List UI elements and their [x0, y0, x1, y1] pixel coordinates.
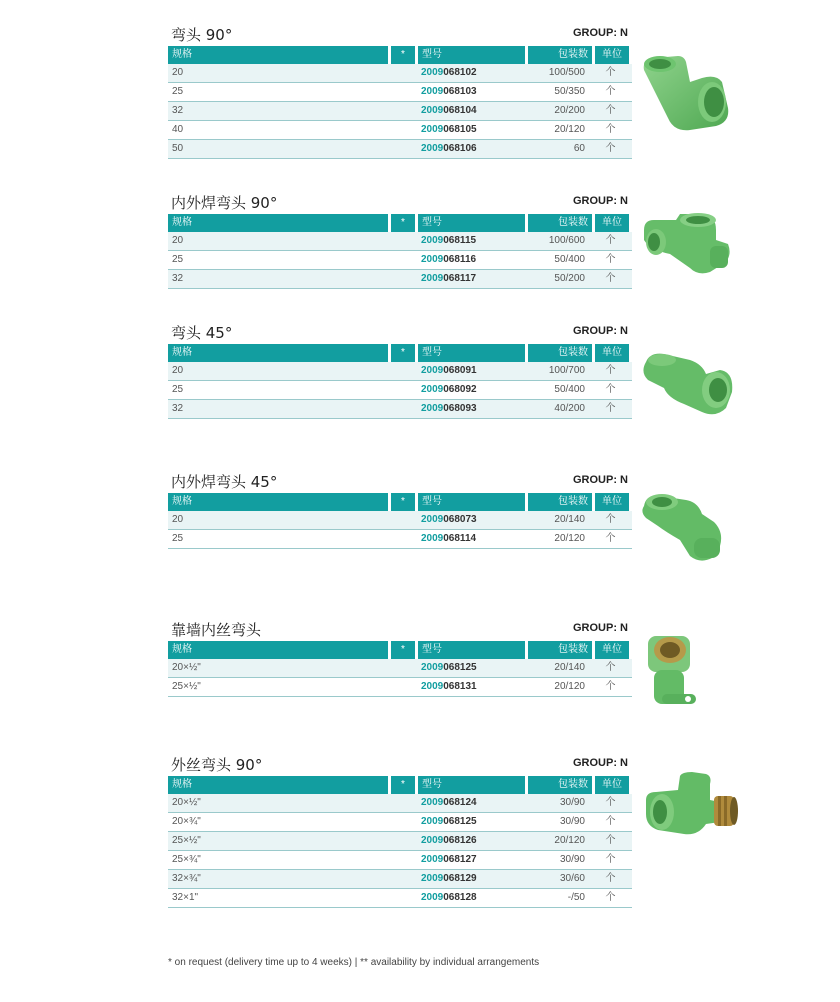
table-body	[168, 659, 632, 697]
cell-model	[415, 121, 525, 139]
model-prefix: 2009	[421, 854, 444, 865]
table-body	[168, 794, 632, 908]
cell-spec: 20	[172, 67, 184, 78]
model-suffix: 068131	[443, 681, 477, 692]
elbow-90-fitting-icon	[638, 52, 734, 134]
cell-unit: 个	[605, 403, 616, 414]
section-header	[168, 619, 632, 641]
section-elbow-90	[168, 24, 632, 159]
model-suffix: 068129	[443, 873, 477, 884]
model-prefix: 2009	[421, 143, 444, 154]
header-star: *	[391, 776, 415, 794]
group-label: GROUP: N	[573, 27, 628, 39]
cell-unit: 个	[605, 67, 616, 78]
header-model: 型号	[418, 641, 525, 659]
table-row	[168, 832, 632, 851]
model-prefix: 2009	[421, 86, 444, 97]
model-prefix: 2009	[421, 662, 444, 673]
model-suffix: 068093	[443, 403, 477, 414]
cell-pack: 60	[573, 143, 585, 154]
table-row	[168, 794, 632, 813]
model-suffix: 068103	[443, 86, 477, 97]
cell-spec: 25	[172, 86, 184, 97]
section-title: 弯头 90°	[171, 26, 233, 44]
table-row	[168, 889, 632, 908]
model-suffix: 068117	[443, 273, 477, 284]
cell-model	[415, 813, 525, 831]
cell-spec: 20×½"	[172, 797, 201, 808]
cell-spec: 20	[172, 514, 184, 525]
elbow-45-fitting-icon	[640, 348, 736, 420]
header-spec: 规格	[168, 214, 388, 232]
section-male-thread-elbow-90	[168, 754, 632, 908]
section-wall-elbow	[168, 619, 632, 697]
header-pack: 包装数	[528, 344, 592, 362]
table-row	[168, 232, 632, 251]
cell-pack: 30/60	[559, 873, 585, 884]
model-prefix: 2009	[421, 797, 444, 808]
cell-pack: 20/120	[554, 681, 585, 692]
model-prefix: 2009	[421, 365, 444, 376]
model-prefix: 2009	[421, 403, 444, 414]
model-prefix: 2009	[421, 235, 444, 246]
table-header	[168, 344, 632, 362]
table-body	[168, 511, 632, 549]
cell-unit: 个	[605, 835, 616, 846]
table-row	[168, 381, 632, 400]
cell-unit: 个	[605, 273, 616, 284]
cell-spec: 20×¾"	[172, 816, 201, 827]
model-prefix: 2009	[421, 892, 444, 903]
table-header	[168, 776, 632, 794]
cell-pack: 50/350	[554, 86, 585, 97]
section-title: 内外焊弯头 45°	[171, 473, 278, 491]
cell-unit: 个	[605, 235, 616, 246]
model-prefix: 2009	[421, 681, 444, 692]
cell-spec: 25	[172, 533, 184, 544]
male-female-elbow-90-fitting-icon	[640, 210, 732, 278]
header-star: *	[391, 214, 415, 232]
model-suffix: 068106	[443, 143, 477, 154]
table-header	[168, 46, 632, 64]
table-row	[168, 140, 632, 159]
cell-pack: 20/120	[554, 533, 585, 544]
cell-unit: 个	[605, 384, 616, 395]
section-elbow-45	[168, 322, 632, 419]
table-row	[168, 64, 632, 83]
header-model: 型号	[418, 344, 525, 362]
cell-spec: 25×½"	[172, 835, 201, 846]
cell-spec: 25	[172, 384, 184, 395]
cell-unit: 个	[605, 816, 616, 827]
model-suffix: 068105	[443, 124, 477, 135]
cell-spec: 32×1"	[172, 892, 199, 903]
cell-unit: 个	[605, 681, 616, 692]
male-female-elbow-45-fitting-icon	[640, 488, 732, 564]
header-spec: 规格	[168, 46, 388, 64]
cell-spec: 20×½"	[172, 662, 201, 673]
model-prefix: 2009	[421, 254, 444, 265]
cell-pack: 40/200	[554, 403, 585, 414]
cell-model	[415, 270, 525, 288]
model-prefix: 2009	[421, 873, 444, 884]
header-star: *	[391, 641, 415, 659]
section-header	[168, 24, 632, 46]
cell-unit: 个	[605, 873, 616, 884]
cell-spec: 32×¾"	[172, 873, 201, 884]
cell-model	[415, 511, 525, 529]
cell-unit: 个	[605, 124, 616, 135]
section-header	[168, 192, 632, 214]
header-star: *	[391, 344, 415, 362]
model-suffix: 068092	[443, 384, 477, 395]
header-pack: 包装数	[528, 641, 592, 659]
cell-pack: 30/90	[559, 816, 585, 827]
section-title: 弯头 45°	[171, 324, 233, 342]
cell-pack: 30/90	[559, 797, 585, 808]
table-row	[168, 400, 632, 419]
header-model: 型号	[418, 776, 525, 794]
cell-spec: 25	[172, 254, 184, 265]
cell-pack: 50/400	[554, 384, 585, 395]
group-label: GROUP: N	[573, 325, 628, 337]
cell-pack: 20/120	[554, 835, 585, 846]
header-unit: 单位	[595, 344, 629, 362]
header-unit: 单位	[595, 214, 629, 232]
table-row	[168, 851, 632, 870]
cell-spec: 50	[172, 143, 184, 154]
cell-spec: 40	[172, 124, 184, 135]
section-header	[168, 322, 632, 344]
header-star: *	[391, 493, 415, 511]
table-body	[168, 64, 632, 159]
group-label: GROUP: N	[573, 195, 628, 207]
model-suffix: 068114	[443, 533, 477, 544]
cell-unit: 个	[605, 892, 616, 903]
cell-spec: 32	[172, 273, 184, 284]
model-suffix: 068126	[443, 835, 477, 846]
header-pack: 包装数	[528, 776, 592, 794]
header-star: *	[391, 46, 415, 64]
section-title: 内外焊弯头 90°	[171, 194, 278, 212]
model-suffix: 068115	[443, 235, 477, 246]
cell-model	[415, 870, 525, 888]
header-pack: 包装数	[528, 493, 592, 511]
group-label: GROUP: N	[573, 474, 628, 486]
table-row	[168, 659, 632, 678]
cell-spec: 25×¾"	[172, 854, 201, 865]
section-header	[168, 754, 632, 776]
cell-unit: 个	[605, 365, 616, 376]
table-row	[168, 83, 632, 102]
cell-model	[415, 889, 525, 907]
header-model: 型号	[418, 46, 525, 64]
cell-model	[415, 251, 525, 269]
cell-model	[415, 362, 525, 380]
cell-unit: 个	[605, 514, 616, 525]
section-male-female-elbow-45	[168, 471, 632, 549]
section-male-female-elbow-90	[168, 192, 632, 289]
cell-model	[415, 659, 525, 677]
table-row	[168, 270, 632, 289]
section-title: 外丝弯头 90°	[171, 756, 263, 774]
model-prefix: 2009	[421, 273, 444, 284]
header-spec: 规格	[168, 641, 388, 659]
male-thread-elbow-90-fitting-icon	[640, 770, 740, 840]
table-row	[168, 121, 632, 140]
cell-model	[415, 232, 525, 250]
cell-spec: 25×½"	[172, 681, 201, 692]
cell-model	[415, 83, 525, 101]
table-header	[168, 641, 632, 659]
cell-model	[415, 102, 525, 120]
table-row	[168, 678, 632, 697]
model-prefix: 2009	[421, 533, 444, 544]
cell-model	[415, 832, 525, 850]
cell-pack: -/50	[567, 892, 585, 903]
cell-unit: 个	[605, 86, 616, 97]
cell-pack: 20/140	[554, 514, 585, 525]
group-label: GROUP: N	[573, 757, 628, 769]
header-unit: 单位	[595, 493, 629, 511]
model-prefix: 2009	[421, 105, 444, 116]
model-suffix: 068127	[443, 854, 477, 865]
model-suffix: 068125	[443, 816, 477, 827]
table-header	[168, 493, 632, 511]
cell-pack: 20/140	[554, 662, 585, 673]
model-prefix: 2009	[421, 835, 444, 846]
header-unit: 单位	[595, 776, 629, 794]
header-unit: 单位	[595, 641, 629, 659]
cell-unit: 个	[605, 662, 616, 673]
table-row	[168, 530, 632, 549]
model-suffix: 068128	[443, 892, 477, 903]
cell-model	[415, 400, 525, 418]
cell-unit: 个	[605, 254, 616, 265]
model-suffix: 068116	[443, 254, 477, 265]
table-body	[168, 362, 632, 419]
model-suffix: 068091	[443, 365, 477, 376]
header-spec: 规格	[168, 776, 388, 794]
header-model: 型号	[418, 493, 525, 511]
cell-model	[415, 851, 525, 869]
table-row	[168, 362, 632, 381]
cell-pack: 100/500	[548, 67, 585, 78]
model-prefix: 2009	[421, 384, 444, 395]
cell-spec: 20	[172, 235, 184, 246]
cell-spec: 32	[172, 105, 184, 116]
table-row	[168, 813, 632, 832]
cell-unit: 个	[605, 797, 616, 808]
model-prefix: 2009	[421, 67, 444, 78]
cell-unit: 个	[605, 854, 616, 865]
section-header	[168, 471, 632, 493]
table-row	[168, 870, 632, 889]
cell-pack: 50/400	[554, 254, 585, 265]
header-pack: 包装数	[528, 46, 592, 64]
cell-pack: 20/120	[554, 124, 585, 135]
table-row	[168, 102, 632, 121]
model-suffix: 068104	[443, 105, 477, 116]
cell-pack: 100/600	[548, 235, 585, 246]
cell-pack: 20/200	[554, 105, 585, 116]
model-prefix: 2009	[421, 514, 444, 525]
cell-model	[415, 140, 525, 158]
cell-unit: 个	[605, 143, 616, 154]
cell-pack: 50/200	[554, 273, 585, 284]
model-prefix: 2009	[421, 816, 444, 827]
cell-model	[415, 794, 525, 812]
model-suffix: 068073	[443, 514, 477, 525]
wall-female-thread-elbow-fitting-icon	[640, 630, 700, 718]
cell-unit: 个	[605, 105, 616, 116]
cell-unit: 个	[605, 533, 616, 544]
table-row	[168, 511, 632, 530]
cell-model	[415, 678, 525, 696]
footnote: * on request (delivery time up to 4 weeks) | ** availability by individual arrangements	[168, 957, 540, 968]
cell-pack: 100/700	[548, 365, 585, 376]
cell-spec: 32	[172, 403, 184, 414]
model-suffix: 068125	[443, 662, 477, 673]
table-row	[168, 251, 632, 270]
model-prefix: 2009	[421, 124, 444, 135]
header-unit: 单位	[595, 46, 629, 64]
model-suffix: 068102	[443, 67, 477, 78]
cell-pack: 30/90	[559, 854, 585, 865]
header-spec: 规格	[168, 493, 388, 511]
cell-spec: 20	[172, 365, 184, 376]
model-suffix: 068124	[443, 797, 477, 808]
header-pack: 包装数	[528, 214, 592, 232]
table-body	[168, 232, 632, 289]
group-label: GROUP: N	[573, 622, 628, 634]
section-title: 靠墙内丝弯头	[171, 621, 262, 639]
table-header	[168, 214, 632, 232]
header-model: 型号	[418, 214, 525, 232]
cell-model	[415, 64, 525, 82]
cell-model	[415, 530, 525, 548]
header-spec: 规格	[168, 344, 388, 362]
cell-model	[415, 381, 525, 399]
